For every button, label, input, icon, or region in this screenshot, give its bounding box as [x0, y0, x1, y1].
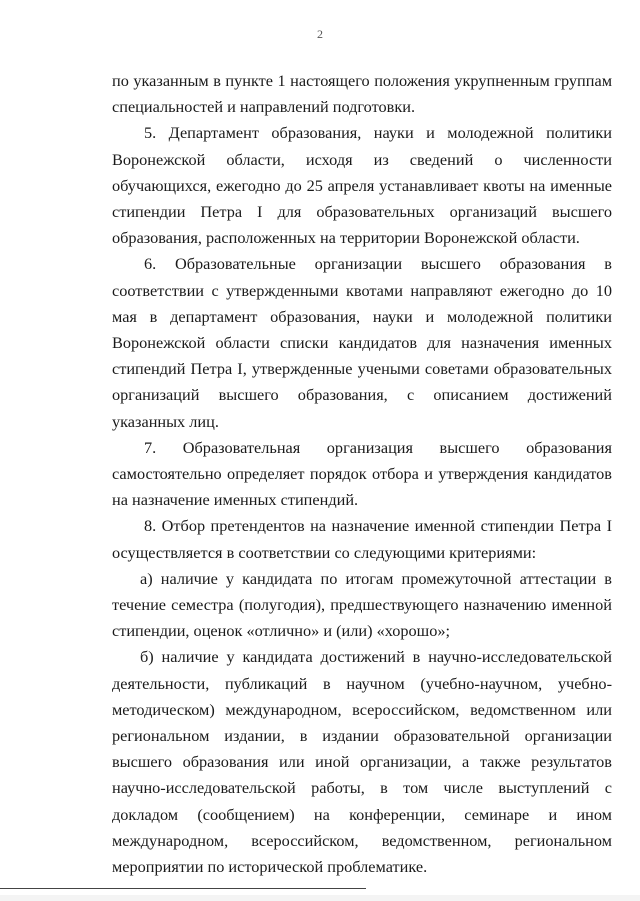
paragraph-item-8: 8. Отбор претендентов на назначение именной стипендии Петра I осуществляется в соответствии со следующими критериями: [112, 516, 612, 562]
paragraph-subitem-b: б) наличие у кандидата достижений в научно-исследовательской деятельности, публикаций в научном (учебно-научном, учебно-методическом) международном, всероссийском, ведомственном или региональном издании, в издании образовательной организации высшего образования или иной организации, а также результатов научно-исследовательской работы, в том числе выступлений с докладом (сообщением) на конференции, семинаре и ином международном, всероссийском, ведомственном, региональном мероприятии по исторической проблематике. [112, 647, 612, 877]
paragraph-subitem-a: а) наличие у кандидата по итогам промежуточной аттестации в течение семестра (полугодия), предшествующего назначению именной стипендии, оценок «отлично» и (или) «хорошо»; [112, 568, 612, 641]
paragraph-item-6: 6. Образовательные организации высшего образования в соответствии с утвержденными квотами направляют ежегодно до 10 мая в департамент образования, науки и молодежной политики Воронежской области списки кандидатов для назначения именных стипендий Петра I, утвержденные учеными советами образовательных организаций высшего образования, с описанием достижений указанных лиц. [112, 254, 612, 431]
document-body [112, 68, 612, 880]
paragraph-item-7: 7. Образовательная организация высшего образования самостоятельно определяет порядок отбора и утверждения кандидатов на назначение именных стипендий. [112, 437, 612, 510]
footer-rule [0, 888, 366, 889]
paragraph-continuation: по указанным в пункте 1 настоящего положения укрупненным группам специальностей и направлений подготовки. [112, 71, 612, 117]
page-number: 2 [317, 27, 323, 41]
paragraph-item-5: 5. Департамент образования, науки и молодежной политики Воронежской области, исходя из сведений о численности обучающихся, ежегодно до 25 апреля устанавливает квоты на именные стипендии Петра I для образовательных организаций высшего образования, расположенных на территории Воронежской области. [112, 123, 612, 248]
scan-edge [0, 895, 640, 901]
